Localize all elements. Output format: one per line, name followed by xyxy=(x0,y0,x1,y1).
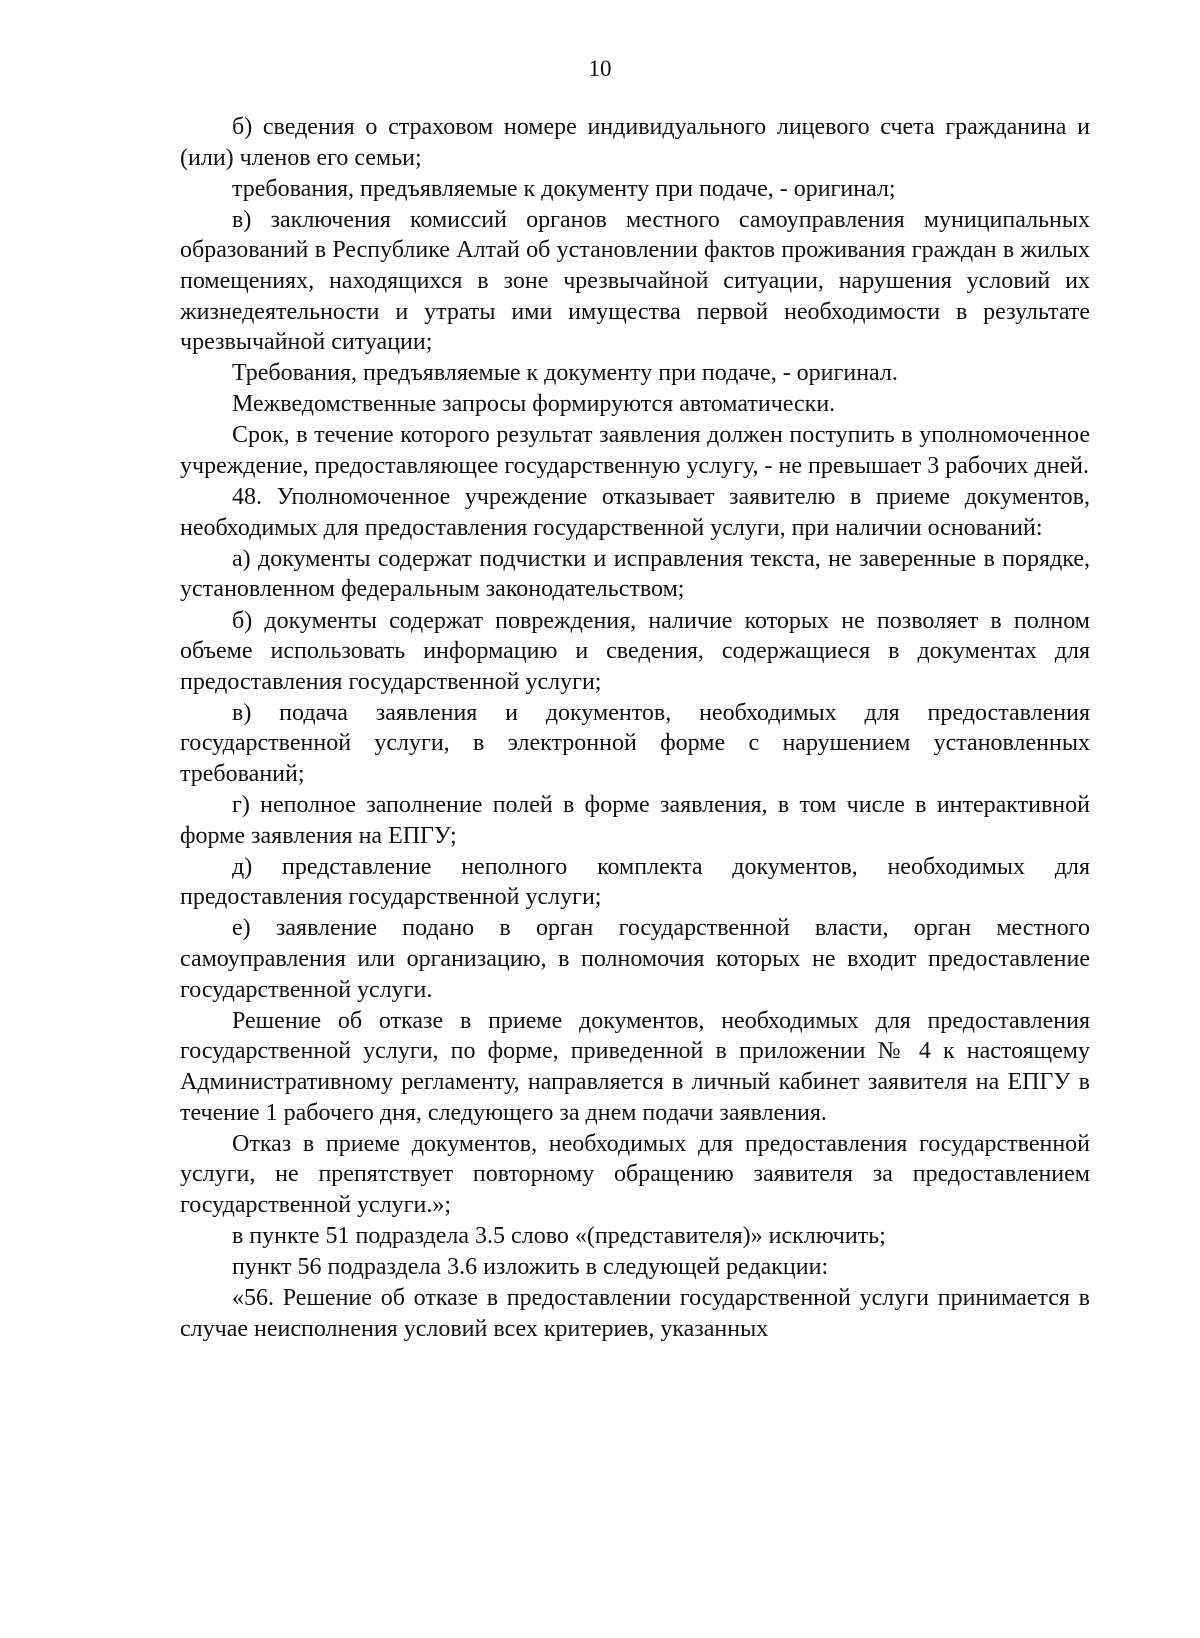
paragraph-2: требования, предъявляемые к документу при подаче, - оригинал; xyxy=(232,175,896,202)
paragraph-17: пункт 56 подраздела 3.6 изложить в следующей редакции: xyxy=(232,1253,829,1280)
paragraph-14: Решение об отказе в приеме документов, необходимых для предоставления государственной услуги, по форме, приведенной в приложении № 4 к настоящему Административному регламенту, направляется в личный кабинет заявителя на ЕПГУ в течение 1 рабочего дня, следующего за днем подачи заявления. xyxy=(180,1007,1090,1126)
page-number: 10 xyxy=(588,56,612,81)
paragraph-4: Требования, предъявляемые к документу при подаче, - оригинал. xyxy=(232,360,898,387)
paragraph-15: Отказ в приеме документов, необходимых для предоставления государственной услуги, не препятствует повторному обращению заявителя за предоставлением государственной услуги.»; xyxy=(180,1130,1090,1218)
paragraph-1: б) сведения о страховом номере индивидуального лицевого счета гражданина и (или) членов его семьи; xyxy=(180,114,1090,171)
paragraph-16: в пункте 51 подраздела 3.5 слово «(представителя)» исключить; xyxy=(232,1222,886,1249)
paragraph-9: б) документы содержат повреждения, наличие которых не позволяет в полном объеме использовать информацию и сведения, содержащиеся в документах для предоставления государственной услуги; xyxy=(180,607,1090,695)
paragraph-3: в) заключения комиссий органов местного самоуправления муниципальных образований в Республике Алтай об установлении фактов проживания граждан в жилых помещениях, находящихся в зоне чрезвычайной ситуации, нарушения условий их жизнедеятельности и утраты ими имущества первой необходимости в результате чрезвычайной ситуации; xyxy=(180,206,1090,356)
paragraph-10: в) подача заявления и документов, необходимых для предоставления государственной услуги, в электронной форме с нарушением установленных требований; xyxy=(180,699,1090,787)
paragraph-8: а) документы содержат подчистки и исправления текста, не заверенные в порядке, установленном федеральным законодательством; xyxy=(180,545,1090,603)
document-body xyxy=(180,112,1090,1344)
paragraph-18: «56. Решение об отказе в предоставлении государственной услуги принимается в случае неисполнения условий всех критериев, указанных xyxy=(180,1285,1090,1342)
paragraph-11: г) неполное заполнение полей в форме заявления, в том числе в интерактивной форме заявления на ЕПГУ; xyxy=(180,792,1090,849)
paragraph-5: Межведомственные запросы формируются автоматически. xyxy=(232,391,836,418)
paragraph-13: е) заявление подано в орган государственной власти, орган местного самоуправления или организацию, в полномочия которых не входит предоставление государственной услуги. xyxy=(180,915,1090,1003)
paragraph-6: Срок, в течение которого результат заявления должен поступить в уполномоченное учреждение, предоставляющее государственную услугу, - не превышает 3 рабочих дней. xyxy=(180,422,1090,480)
paragraph-12: д) представление неполного комплекта документов, необходимых для предоставления государственной услуги; xyxy=(180,853,1090,911)
paragraph-7: 48. Уполномоченное учреждение отказывает заявителю в приеме документов, необходимых для предоставления государственной услуги, при наличии оснований: xyxy=(180,484,1090,541)
